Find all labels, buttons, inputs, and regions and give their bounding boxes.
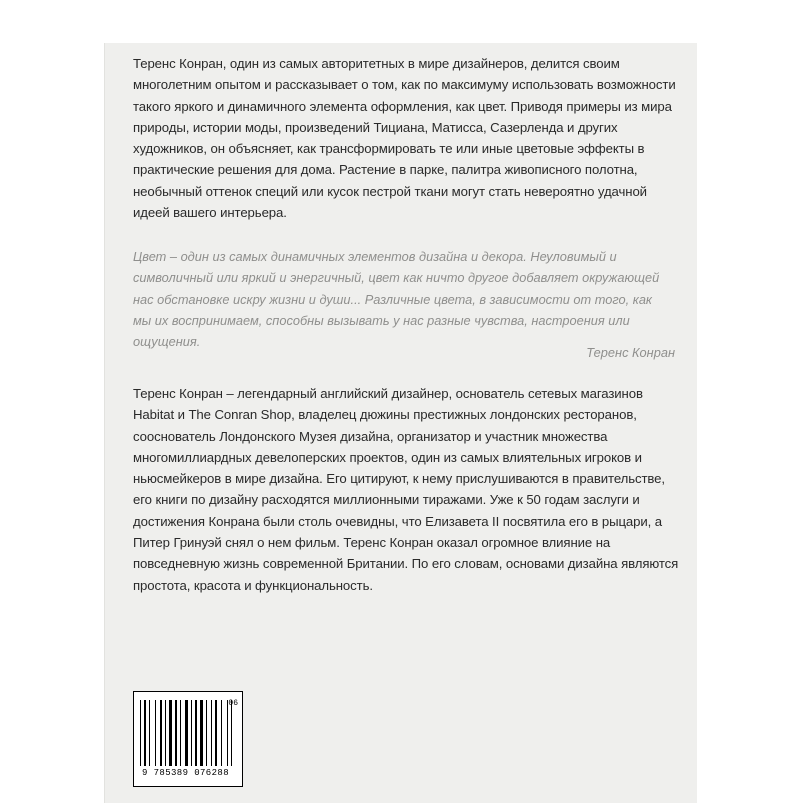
barcode-bar (215, 700, 217, 766)
quote-author: Теренс Конран (586, 345, 675, 360)
barcode-bar (160, 700, 162, 766)
barcode-bar (211, 700, 212, 766)
barcode-bar (221, 700, 222, 766)
barcode-code: 06 (228, 699, 238, 708)
barcode-bar (169, 700, 172, 766)
barcode-bar (206, 700, 207, 766)
book-back-cover (104, 43, 697, 803)
quote-text: Цвет – один из самых динамичных элементов дизайна и декора. Неуловимый и символичный или яркий и энергичный, цвет как ничто другое добавляет окружающей нас обстановке искру жизни и души... Различные цвета, в зависимости от того, как мы их воспринимаем, способны вызывать у нас разные чувства, настроения или ощущения. (133, 249, 660, 350)
barcode-bar (227, 700, 228, 766)
barcode (133, 691, 243, 787)
barcode-bar (180, 700, 181, 766)
barcode-bar (140, 700, 141, 766)
barcode-bar (149, 700, 150, 766)
isbn-number: 9 785389 076288 (142, 768, 230, 778)
barcode-bar (195, 700, 197, 766)
intro-paragraph: Теренс Конран, один из самых авторитетных в мире дизайнеров, делится своим многолетним опытом и рассказывает о том, как по максимуму использовать возможности такого яркого и динамичного элемента оформления, как цвет. Приводя примеры из мира природы, истории моды, произведений Тициана, Матисса, Сазерленда и других художников, он объясняет, как трансформировать те или иные цветовые эффекты в практические решения для дома. Растение в парке, палитра живописного полотна, необычный оттенок специй или кусок пестрой ткани могут стать невероятно удачной идеей вашего интерьера. (133, 56, 676, 221)
bio-paragraph: Теренс Конран – легендарный английский дизайнер, основатель сетевых магазинов Habitat и The Conran Shop, владелец дюжины престижных лондонских ресторанов, сооснователь Лондонского Музея дизайна, организатор и участник множества многомиллиардных девелоперских проектов, один из самых влиятельных игроков и ньюсмейкеров в мире дизайна. Его цитируют, к нему прислушиваются в правительстве, его книги по дизайну расходятся миллионными тиражами. Уже к 50 годам заслуги и достижения Конрана были столь очевидны, что Елизавета II посвятила его в рыцари, а Питер Гринуэй снял о нем фильм. Теренс Конран оказал огромное влияние на повседневную жизнь современной Британии. По его словам, основами дизайна являются простота, красота и функциональность. (133, 386, 679, 593)
barcode-bar (175, 700, 177, 766)
barcode-bar (231, 700, 232, 766)
barcode-bar (185, 700, 188, 766)
barcode-bar (165, 700, 166, 766)
barcode-bar (155, 700, 156, 766)
barcode-bar (191, 700, 192, 766)
barcode-bar (144, 700, 146, 766)
barcode-bar (200, 700, 203, 766)
